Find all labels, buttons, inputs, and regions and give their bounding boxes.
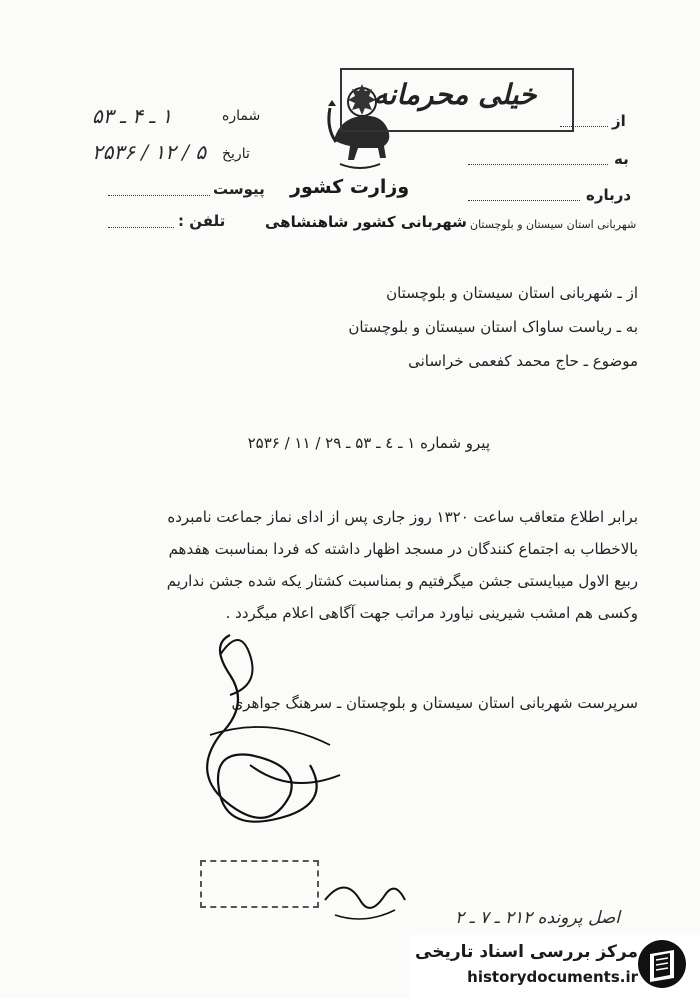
letter-number-value: ۱ ـ ۴ ـ ۵۳ bbox=[92, 104, 173, 128]
bottom-initials-scribble bbox=[320, 870, 410, 930]
about-dotted-line bbox=[468, 200, 580, 201]
watermark-center-name: مرکز بررسی اسناد تاریخی bbox=[415, 942, 638, 962]
archive-note: اصل پرونده ۲۱۲ ـ ۷ ـ ۲ bbox=[454, 908, 620, 928]
attachment-label: پیوست bbox=[213, 180, 265, 198]
reference-line: پیرو شماره ۱ ـ ٤ ـ ۵۳ ـ ۲۹ / ۱۱ / ۲۵۳۶ bbox=[247, 434, 490, 452]
from-label: از bbox=[612, 112, 626, 130]
paragraph-line-2: بالاخطاب به اجتماع کنندگان در مسجد اظهار داشته که فردا بمناسبت هفدهم bbox=[168, 540, 638, 558]
phone-dotted-line bbox=[108, 227, 174, 228]
handwritten-signature bbox=[190, 615, 390, 845]
archive-logo-icon bbox=[636, 938, 688, 990]
to-dotted-line bbox=[468, 164, 608, 165]
attachment-dotted-line bbox=[108, 195, 210, 196]
receipt-stamp bbox=[200, 860, 319, 908]
to-label: به bbox=[614, 150, 629, 168]
signatory-line: سرپرست شهربانی استان سیستان و بلوچستان ـ سرهنگ جواهری bbox=[231, 694, 638, 712]
paragraph-line-3: ربیع الاول میبایستی جشن میگرفتیم و بمناسبت کشتار یکه شده جشن نداریم bbox=[166, 572, 638, 590]
phone-label: تلفن : bbox=[178, 212, 226, 230]
paragraph-line-1: برابر اطلاع متعاقب ساعت ۱۳۲۰ روز جاری پس از ادای نماز جماعت نامبرده bbox=[167, 508, 638, 526]
police-title: شهربانی کشور شاهنشاهی bbox=[265, 213, 467, 231]
letter-date-value: ۵ / ۱۲ / ۲۵۳۶ bbox=[92, 140, 207, 164]
classification-stamp-text: خیلی محرمانه bbox=[373, 78, 537, 111]
from-dotted-line bbox=[560, 126, 608, 127]
letter-number-label: شماره bbox=[222, 108, 261, 124]
about-label: درباره bbox=[586, 186, 632, 204]
ministry-title: وزارت کشور bbox=[290, 176, 410, 198]
watermark-website: historydocuments.ir bbox=[467, 968, 638, 986]
letter-to-line: به ـ ریاست ساواک استان سیستان و بلوچستان bbox=[348, 318, 638, 336]
letter-date-label: تاریخ bbox=[222, 146, 250, 162]
paragraph-line-4: وکسی هم امشب شیرینی نیاورد مراتب جهت آگاهی اعلام میگردد . bbox=[225, 604, 638, 622]
letter-from-line: از ـ شهربانی استان سیستان و بلوچستان bbox=[386, 284, 638, 302]
letter-subject-line: موضوع ـ حاج محمد کفعمی خراسانی bbox=[408, 352, 638, 370]
province-office: شهربانی استان سیستان و بلوچستان bbox=[470, 218, 637, 231]
